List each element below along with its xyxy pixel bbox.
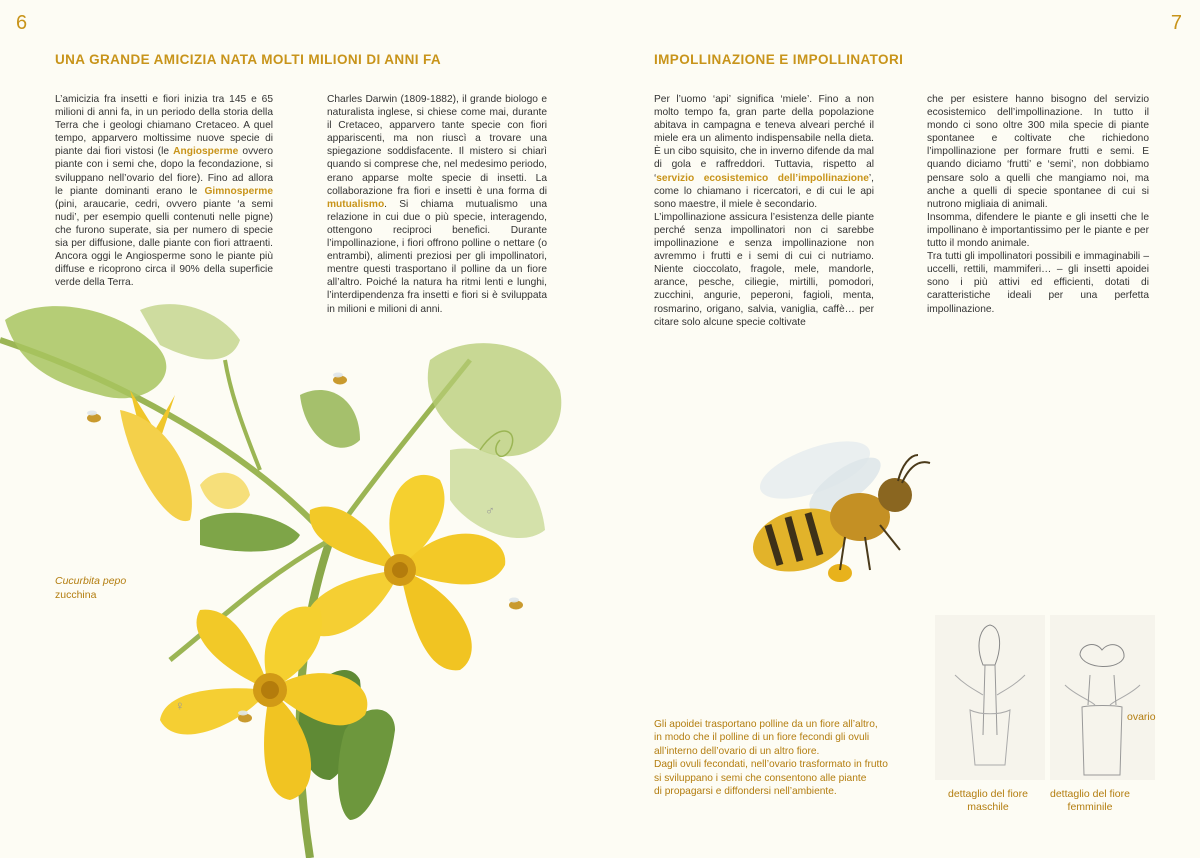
paragraph xyxy=(327,93,547,316)
small-bee-icon xyxy=(509,598,523,610)
small-bee-icon xyxy=(333,373,347,385)
small-bee-icon xyxy=(238,711,252,723)
bee-antenna xyxy=(898,455,930,483)
caption-line: si sviluppano i semi che consentono alle piante xyxy=(654,772,867,784)
species-latin-name: Cucurbita pepo xyxy=(55,575,127,587)
small-bee-icon xyxy=(87,411,101,423)
caption-line: in modo che il polline di un fiore fecondi gli ovuli xyxy=(654,732,870,744)
left-column-1 xyxy=(55,93,273,289)
petal xyxy=(400,570,472,670)
caption-line: Gli apoidei trasportano polline da un fiore all’altro, xyxy=(654,719,878,730)
text-run: Per l’uomo ‘api’ significa ‘miele’. Fino a non molto tempo fa, gran parte della popolazione abitava in campagna e teneva alveari perché il miele era un alimento indispensabile nella dieta. È un cibo squisito, che in inverno difende da mal di gola e raffreddori. Tuttavia, rispetto al ‘ xyxy=(654,94,874,184)
text-run: (pini, araucarie, cedri, ovvero piante ‘a semi nudi’, per esempio quelli contenuti nelle pigne) che furono superate, sia per numero di specie sia per diffusione, dalle piante con fiori attraenti. Ancora oggi le Angiosperme sono le piante più diffuse e ricoprono circa il 90% della superficie verde della Terra. xyxy=(55,198,273,289)
leaf xyxy=(450,448,545,538)
right-page-heading: IMPOLLINAZIONE E IMPOLLINATORI xyxy=(654,52,904,67)
male-flower-detail-sketch xyxy=(935,615,1045,780)
paragraph xyxy=(55,93,273,289)
label-line: maschile xyxy=(967,801,1009,813)
flower-bud xyxy=(120,410,192,521)
text-run: ’, come lo chiamano i ricercatori, e di cui le api sono maestre, il miele è secondario. xyxy=(654,172,874,210)
caption-line: Dagli ovuli fecondati, nell’ovario trasformato in frutto xyxy=(654,759,888,771)
text-run: Charles Darwin (1809-1882), il grande biologo e naturalista inglese, si chiese come mai, durante il Cretaceo, apparvero tante specie con fiori appariscenti, ma non riuscì a trovare una spiegazione soddisfacente. Il mistero si chiarì quando si comprese che, nel medesimo periodo, erano apparse molte specie di insetti. La collaborazione fra fiori e insetti è una forma di xyxy=(327,94,547,197)
page-number-left: 6 xyxy=(16,12,28,34)
page-number-right: 7 xyxy=(1170,12,1182,34)
female-flower-detail-sketch xyxy=(1050,615,1155,780)
stigma xyxy=(261,681,279,699)
highlight-term: Angiosperme xyxy=(173,146,239,158)
leaf xyxy=(300,390,360,448)
paragraph: L’impollinazione assicura l’esistenza delle piante perché senza impollinatori non ci sarebbe impollinazione e senza impollinazione non avremmo i frutti e i semi di cui ci nutriamo. Niente cioccolato, fragole, mele, mandorle, arance, pesche, ciliegie, mirtilli, pomodori, zucchini, angurie, peperoni, fagioli, menta, rosmarino, origano, salvia, vaniglia, caffè… per citare solo alcune specie coltivate xyxy=(654,211,874,328)
male-detail-label xyxy=(938,788,1038,814)
paragraph: che per esistere hanno bisogno del servizio ecosistemico dell’impollinazione. In tutto il mondo ci sono oltre 300 mila specie di piante spontanee e coltivate che richiedono l’impollinazione per formare frutti e semi. E quando diciamo ‘frutti’ e ‘semi’, non dobbiamo pensare solo a quelli che mangiamo noi, ma anche a quelli di specie spontanee di cui si nutrono migliaia di animali. xyxy=(927,94,1149,210)
left-column-2 xyxy=(327,93,547,316)
sketch-background xyxy=(1050,615,1155,780)
species-common-name: zucchina xyxy=(55,589,97,601)
leaf xyxy=(428,343,562,456)
bee-head xyxy=(878,478,912,512)
caption-line: all’interno dell’ovario di un altro fiore. xyxy=(654,745,820,757)
highlight-term: mutualismo xyxy=(327,198,385,210)
paragraph: Tra tutti gli impollinatori possibili e immaginabili – uccelli, rettili, mammiferi… – gli insetti apoidei sono i più attivi ed efficienti, dotati di caratteristiche ideali per una perfetta impollinazione. xyxy=(927,251,1149,315)
male-symbol: ♂ xyxy=(485,503,495,518)
stamen xyxy=(392,562,408,578)
paragraph xyxy=(654,93,874,211)
ovary-label: ovario xyxy=(1127,711,1156,723)
right-column-1 xyxy=(654,93,874,329)
highlight-term: Gimnosperme xyxy=(204,185,273,197)
zucchini-fruit xyxy=(200,513,300,552)
leaf xyxy=(5,306,166,398)
female-symbol: ♀ xyxy=(175,698,185,713)
text-run: . Si chiama mutualismo una relazione in cui due o più specie, interagendo, ottengono reciproci benefici. Durante l’impollinazione, i fiori offrono polline o nettare (o entrambi), alimenti preziosi per gli impollinatori, mentre questi trasportano il polline da un fiore all’altro. Poiché la natura ha ritmi lenti e lunghi, l’interdipendenza fra insetti e fiori si è sviluppata in milioni e milioni di anni. xyxy=(327,198,547,315)
flower-bud xyxy=(200,473,250,509)
species-caption xyxy=(55,574,126,602)
sketch-background xyxy=(935,615,1045,780)
label-line: dettaglio del fiore xyxy=(1050,788,1130,800)
label-line: femminile xyxy=(1067,801,1113,813)
female-detail-label xyxy=(1040,788,1140,814)
right-column-2 xyxy=(927,93,1149,316)
text-run: ovvero piante con i semi che, dopo la fecondazione, si sviluppano nell’ovario del fiore). Fino ad allora le piante dominanti erano le xyxy=(55,146,273,197)
bee-caption xyxy=(654,718,924,798)
caption-line: di propagarsi e diffondersi nell’ambiente. xyxy=(654,786,837,798)
left-page-heading: UNA GRANDE AMICIZIA NATA MOLTI MILIONI DI ANNI FA xyxy=(55,52,442,67)
highlight-term: servizio ecosistemico dell’impollinazione xyxy=(656,172,869,184)
paragraph: Insomma, difendere le piante e gli insetti che le impollinano è importantissimo per le piante e per tutto il mondo animale. xyxy=(927,211,1149,250)
bee-illustration xyxy=(740,425,960,615)
text-run: L’amicizia fra insetti e fiori inizia tra 145 e 65 milioni di anni fa, in un periodo della storia della Terra che i geologi chiamano Cretaceo. A quel tempo, apparvero moltissime nuove specie di piante dai fiori vistosi (le xyxy=(55,94,273,158)
label-line: dettaglio del fiore xyxy=(948,788,1028,800)
